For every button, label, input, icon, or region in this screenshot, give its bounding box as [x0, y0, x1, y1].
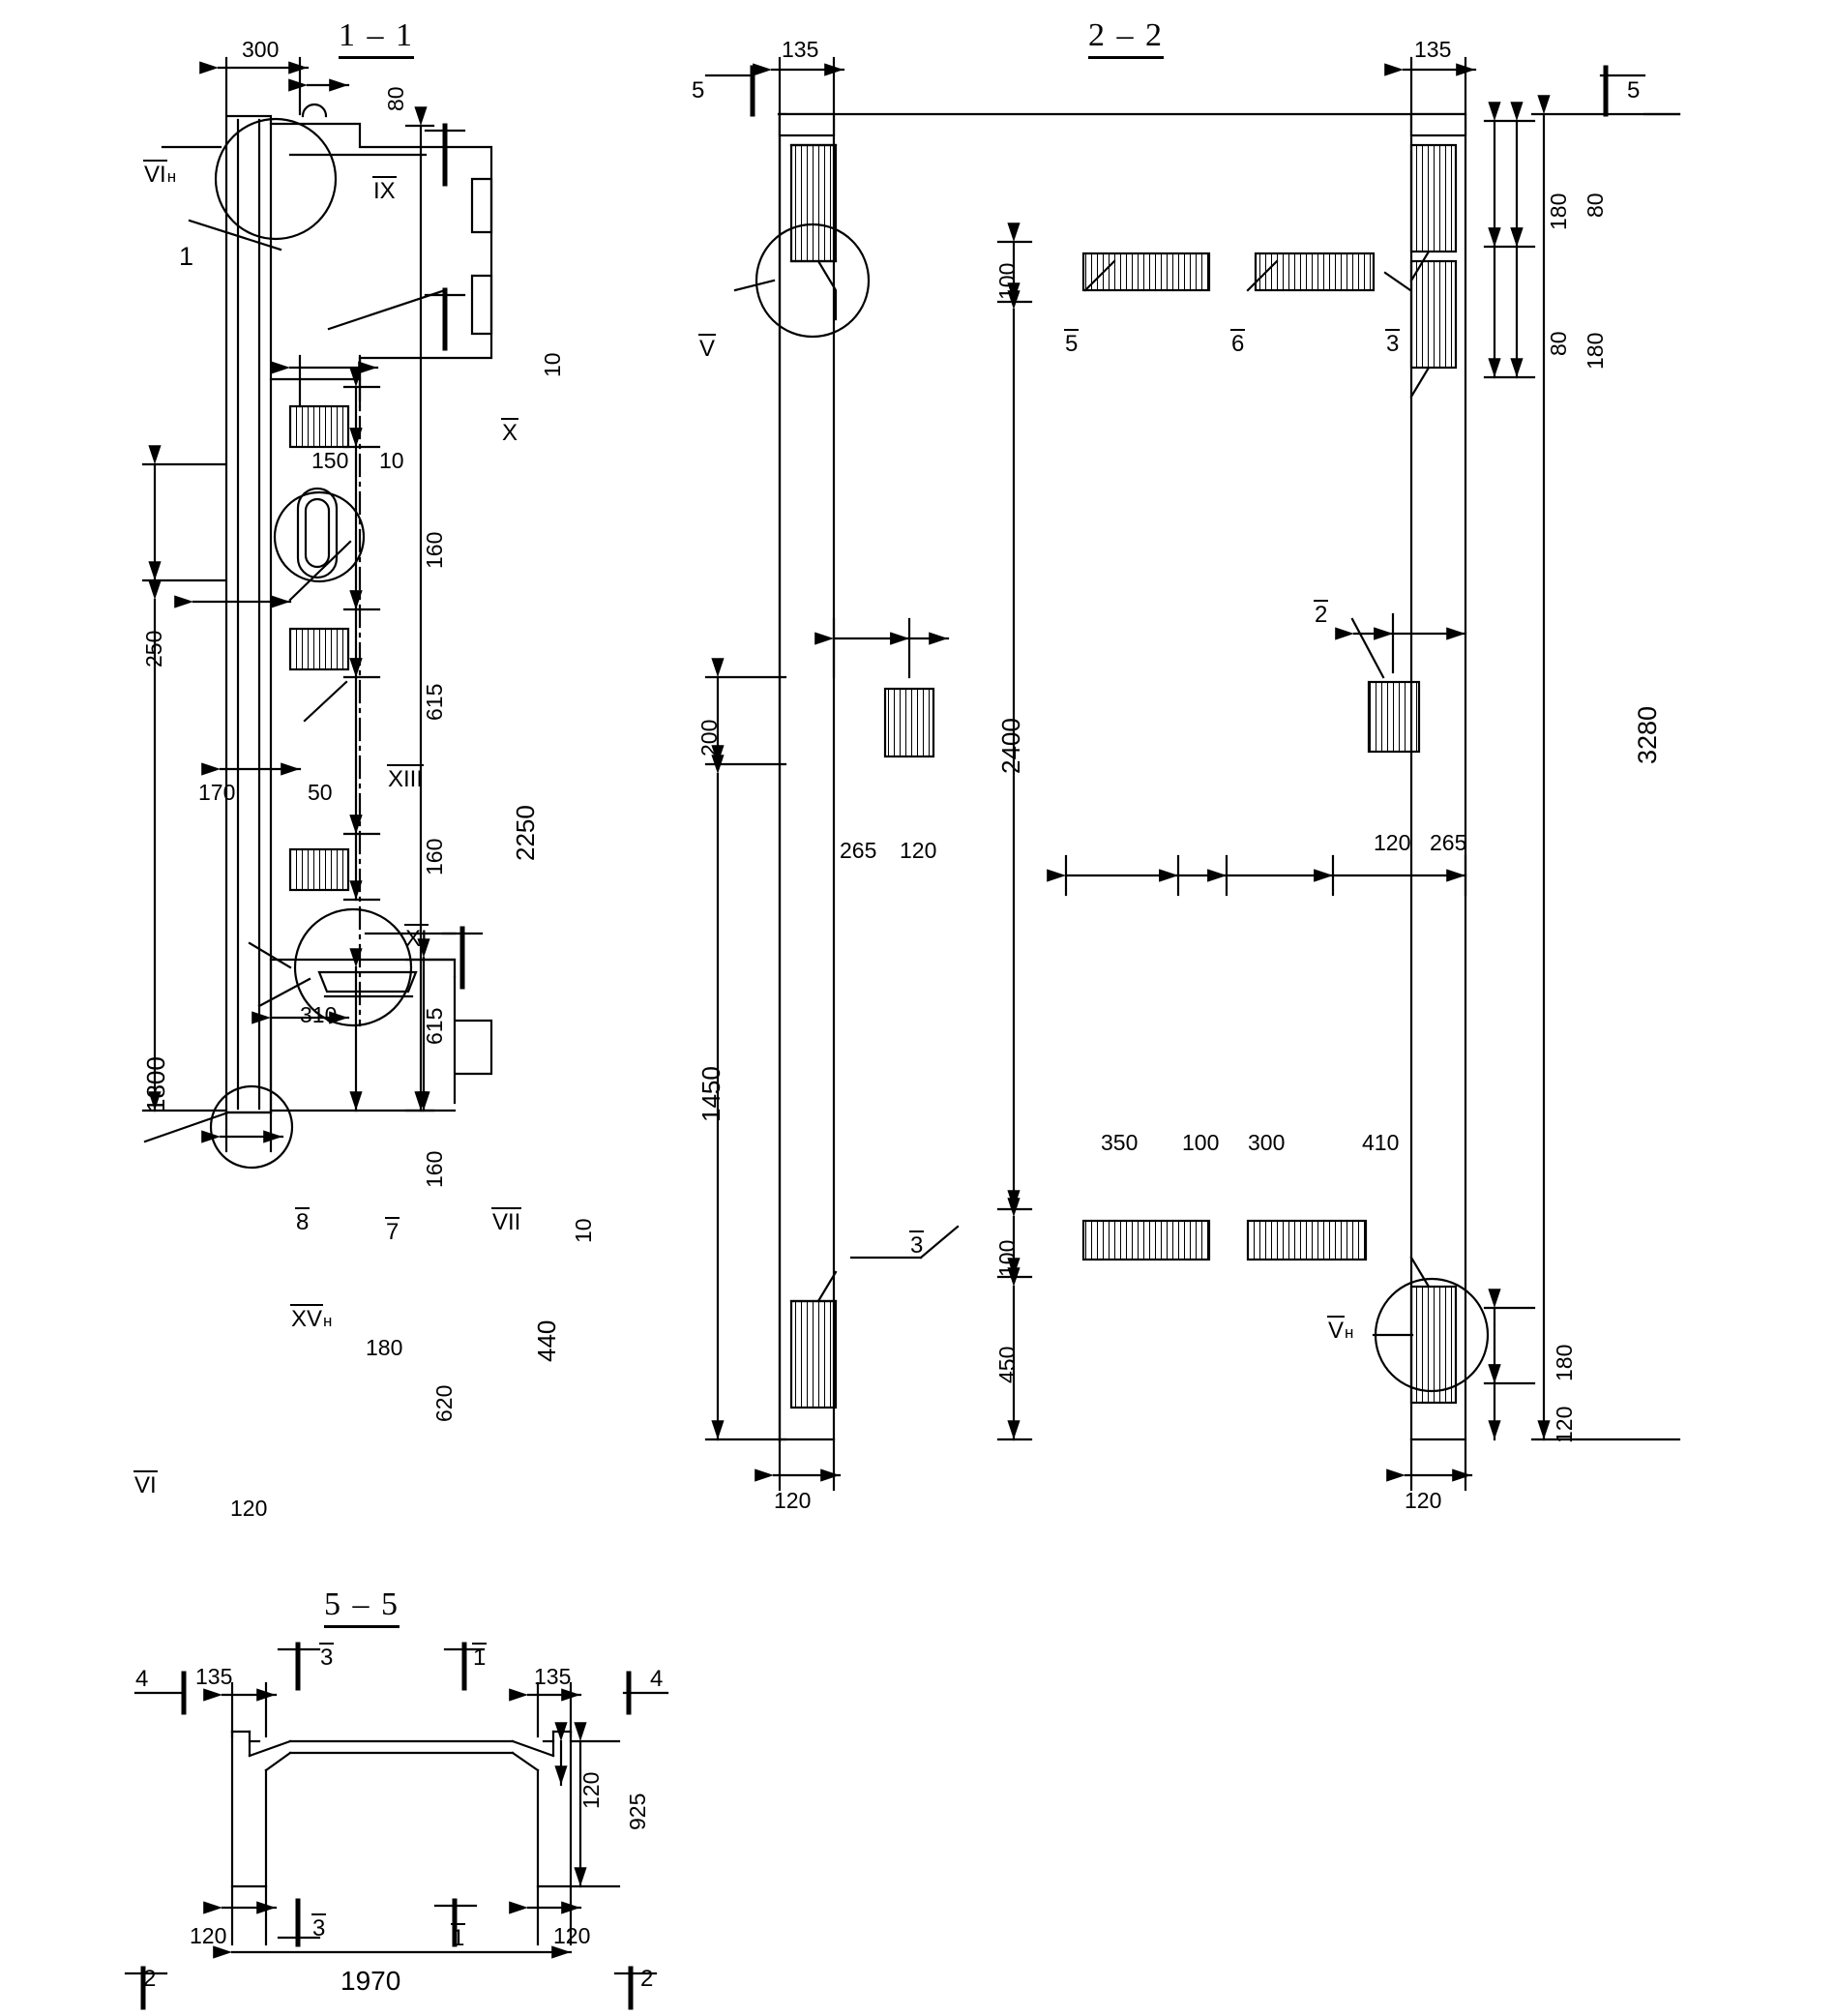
dim-300-mid: 300: [1248, 1130, 1286, 1155]
dim-2250: 2250: [511, 805, 540, 861]
dim-135-right: 135: [1414, 37, 1452, 62]
callout-7: 7: [386, 1219, 400, 1245]
dim-265-left: 265: [840, 838, 877, 863]
dim-50: 50: [308, 780, 333, 805]
section-title-2-2: 2 – 2: [1088, 17, 1164, 54]
dim-620: 620: [431, 1384, 457, 1422]
dim-120-5-bl: 120: [190, 1923, 227, 1948]
section-title-5-5: 5 – 5: [324, 1586, 400, 1623]
dim-120-right: 120: [1374, 830, 1411, 855]
dim-120-bottom: 120: [230, 1496, 268, 1521]
dim-250: 250: [141, 630, 166, 667]
callout-IX: IX: [373, 178, 396, 204]
dim-180-2: 180: [1583, 332, 1608, 370]
dim-80-1: 80: [1583, 193, 1608, 218]
callout-3-bottom-55: 3: [312, 1915, 326, 1942]
dim-1970: 1970: [340, 1966, 401, 1996]
callout-6-rebar: 6: [1231, 331, 1245, 357]
callout-2-right-55: 2: [640, 1966, 654, 1992]
dim-10-b: 10: [379, 448, 404, 473]
callout-VI: VI: [134, 1472, 157, 1498]
dim-160-c: 160: [422, 1150, 447, 1188]
callout-4-left: 4: [135, 1666, 149, 1692]
section-title-1-1: 1 – 1: [339, 17, 414, 54]
callout-VII: VII: [492, 1209, 521, 1235]
dim-100-mid: 100: [1182, 1130, 1220, 1155]
dim-350: 350: [1101, 1130, 1139, 1155]
dim-180: 180: [366, 1335, 403, 1360]
dim-120-5-br: 120: [553, 1923, 591, 1948]
dim-120-3: 120: [1552, 1406, 1577, 1443]
dim-925: 925: [625, 1793, 650, 1830]
dim-310: 310: [300, 1002, 338, 1027]
callout-XVn: XVн: [291, 1306, 333, 1332]
dim-135-left: 135: [782, 37, 819, 62]
dim-1800: 1800: [141, 1056, 170, 1112]
callout-5-top-left: 5: [692, 77, 705, 104]
dim-80-2: 80: [1546, 331, 1571, 356]
dim-200: 200: [696, 719, 722, 756]
dim-180-1: 180: [1546, 193, 1571, 230]
dim-135-5-left: 135: [195, 1664, 233, 1689]
dim-440: 440: [532, 1319, 561, 1362]
dim-100-top: 100: [994, 262, 1020, 300]
callout-5-rebar: 5: [1065, 331, 1079, 357]
callout-4-right: 4: [650, 1666, 664, 1692]
dim-3280: 3280: [1633, 705, 1662, 764]
dim-120-left: 120: [900, 838, 937, 863]
callout-XIII: XIII: [388, 766, 424, 792]
dim-160-a: 160: [422, 531, 447, 569]
callout-V: V: [699, 336, 716, 362]
callout-Vn: Vн: [1328, 1318, 1354, 1344]
callout-1: 1: [179, 242, 194, 271]
dim-615-a: 615: [422, 683, 447, 721]
callout-1-bottom-55: 1: [452, 1925, 465, 1951]
dim-120-bottom-left: 120: [774, 1488, 812, 1513]
dim-135-5-right: 135: [534, 1664, 572, 1689]
dim-120-5-top: 120: [578, 1771, 604, 1809]
dim-80: 80: [383, 86, 408, 111]
dim-180-3: 180: [1552, 1344, 1577, 1381]
dim-1450: 1450: [696, 1066, 725, 1122]
callout-XI: XI: [405, 926, 428, 952]
dim-100-bot: 100: [994, 1239, 1020, 1277]
callout-VIn: VIн: [144, 162, 177, 188]
dim-160-b: 160: [422, 838, 447, 875]
dim-410: 410: [1362, 1130, 1400, 1155]
dim-2400: 2400: [996, 718, 1025, 774]
callout-8: 8: [296, 1209, 310, 1235]
dim-615-b: 615: [422, 1007, 447, 1045]
dim-150: 150: [311, 448, 349, 473]
dim-300: 300: [242, 37, 280, 62]
dim-265-right: 265: [1430, 830, 1467, 855]
dim-10-c: 10: [571, 1218, 596, 1243]
callout-2: 2: [1315, 602, 1328, 628]
callout-3-top-55: 3: [320, 1645, 334, 1671]
callout-X: X: [502, 420, 518, 446]
dim-10-a: 10: [540, 352, 565, 377]
callout-1-top-55: 1: [473, 1645, 487, 1671]
callout-3-bottom: 3: [910, 1232, 924, 1259]
callout-5-top-right: 5: [1627, 77, 1641, 104]
dim-170: 170: [198, 780, 236, 805]
callout-3-top: 3: [1386, 331, 1400, 357]
dim-120-bottom-right: 120: [1405, 1488, 1442, 1513]
dim-450: 450: [994, 1346, 1020, 1383]
callout-2-left-55: 2: [143, 1966, 157, 1992]
